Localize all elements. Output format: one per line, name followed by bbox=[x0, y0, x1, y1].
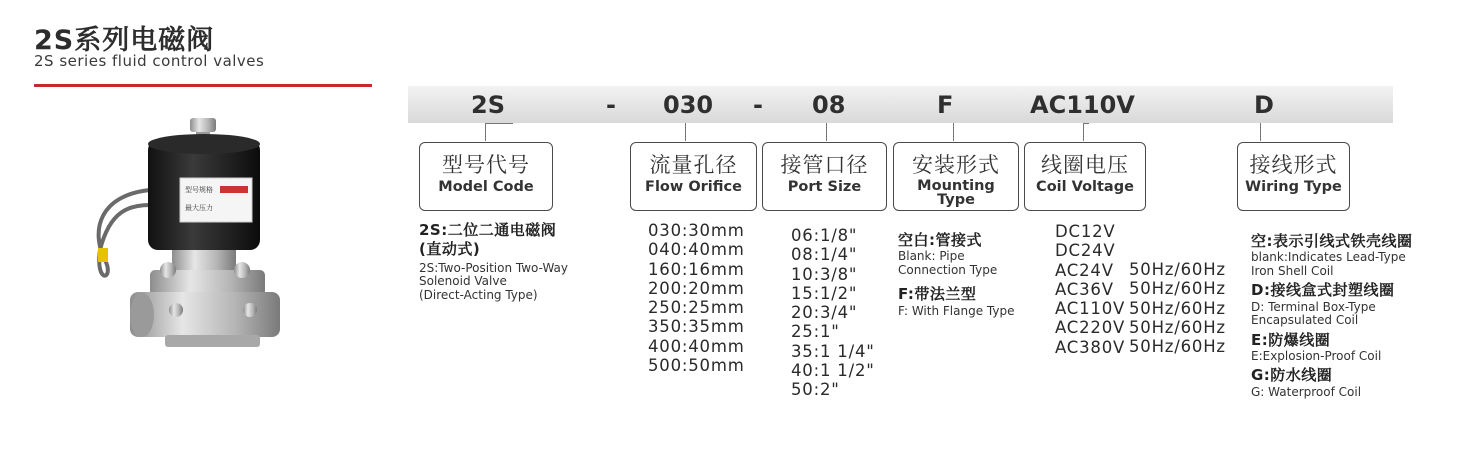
wiring-desc-zh: E:防爆线圈 bbox=[1251, 330, 1331, 349]
list-item: 50Hz/60Hz bbox=[1129, 279, 1226, 299]
connector-line bbox=[1083, 123, 1089, 124]
box-mounting-type bbox=[893, 142, 1019, 211]
wiring-desc-en: Encapsulated Coil bbox=[1251, 313, 1359, 328]
wiring-desc-en: E:Explosion-Proof Coil bbox=[1251, 348, 1382, 363]
box-title-zh: 型号代号 bbox=[442, 153, 530, 177]
list-item: 040:40mm bbox=[648, 240, 745, 260]
list-item: 35:1 1/4" bbox=[791, 341, 875, 361]
list-item: 15:1/2" bbox=[791, 283, 858, 303]
wiring-description bbox=[1251, 232, 1413, 399]
connector-line bbox=[826, 123, 827, 141]
code-mount: F bbox=[937, 91, 954, 119]
box-model-code bbox=[419, 142, 553, 211]
box-port-size bbox=[762, 142, 887, 211]
model-desc-en: (Direct-Acting Type) bbox=[419, 287, 538, 302]
mount-desc-en: Blank: Pipe bbox=[898, 249, 965, 264]
list-item: DC12V bbox=[1055, 222, 1116, 241]
code-voltage: AC110V bbox=[1030, 91, 1135, 119]
list-item: 06:1/8" bbox=[791, 226, 858, 245]
wiring-desc-zh: D:接线盒式封塑线圈 bbox=[1251, 281, 1395, 300]
mount-desc-en: Connection Type bbox=[898, 262, 998, 277]
box-title-en: Port Size bbox=[787, 179, 862, 195]
model-desc-en: Solenoid Valve bbox=[419, 274, 507, 289]
list-item: DC24V bbox=[1055, 241, 1116, 261]
box-title-en: Wiring Type bbox=[1245, 179, 1342, 195]
code-dash: - bbox=[753, 91, 763, 119]
model-desc-en: 2S:Two-Position Two-Way bbox=[419, 260, 569, 275]
list-item: 50Hz/60Hz bbox=[1129, 317, 1226, 337]
connector-line bbox=[1260, 123, 1261, 141]
list-item: 50Hz/60Hz bbox=[1129, 337, 1226, 357]
list-item: 08:1/4" bbox=[791, 245, 858, 265]
page-subtitle: 2S series fluid control valves bbox=[34, 52, 265, 70]
list-item: 160:16mm bbox=[648, 259, 745, 279]
connector-line bbox=[485, 123, 513, 124]
box-title-zh: 线圈电压 bbox=[1041, 153, 1129, 177]
list-item: 200:20mm bbox=[648, 278, 745, 298]
code-model: 2S bbox=[471, 91, 505, 119]
box-title-en: Model Code bbox=[438, 179, 534, 195]
model-code-bar bbox=[408, 86, 1393, 123]
model-desc-zh: 2S:二位二通电磁阀 bbox=[419, 221, 557, 239]
box-title-zh: 流量孔径 bbox=[649, 153, 738, 177]
mount-desc-zh: F:带法兰型 bbox=[898, 285, 977, 304]
code-port: 08 bbox=[812, 91, 846, 119]
wiring-desc-zh: G:防水线圈 bbox=[1251, 366, 1333, 385]
box-title-en: Type bbox=[937, 192, 975, 208]
box-title-en: Mounting bbox=[917, 178, 995, 194]
svg-text:型号规格: 型号规格 bbox=[185, 186, 213, 194]
connector-line bbox=[485, 123, 486, 141]
svg-text:最大压力: 最大压力 bbox=[185, 204, 213, 212]
wiring-desc-en: G: Waterproof Coil bbox=[1251, 384, 1362, 399]
list-item: 20:3/4" bbox=[791, 303, 858, 323]
connector-line bbox=[1083, 123, 1084, 141]
wiring-desc-zh: 空:表示引线式铁壳线圈 bbox=[1251, 232, 1413, 250]
port-size-list bbox=[791, 226, 875, 400]
list-item: 10:3/8" bbox=[791, 264, 858, 284]
title-underline bbox=[34, 84, 372, 87]
list-item: 50:2" bbox=[791, 380, 840, 400]
wire-tag bbox=[98, 248, 108, 262]
mount-desc-zh: 空白:管接式 bbox=[898, 231, 982, 249]
wiring-desc-en: Iron Shell Coil bbox=[1251, 263, 1334, 278]
wiring-desc-en: D: Terminal Box-Type bbox=[1251, 299, 1376, 314]
box-title-zh: 接线形式 bbox=[1249, 153, 1338, 177]
connector-line bbox=[685, 123, 686, 141]
list-item: AC110V bbox=[1055, 299, 1126, 319]
list-item: AC380V bbox=[1055, 337, 1126, 357]
list-item: 250:25mm bbox=[648, 298, 745, 318]
box-title-zh: 接管口径 bbox=[780, 153, 869, 177]
connector-line bbox=[953, 123, 954, 141]
page-title: 2S系列电磁阀 bbox=[34, 25, 215, 56]
list-item: 030:30mm bbox=[648, 221, 745, 240]
box-title-en: Coil Voltage bbox=[1036, 179, 1134, 195]
orifice-list bbox=[648, 221, 745, 375]
mount-desc-en: F: With Flange Type bbox=[898, 303, 1015, 318]
box-title-zh: 安装形式 bbox=[912, 153, 1000, 177]
list-item: 350:35mm bbox=[648, 317, 745, 337]
code-orifice: 030 bbox=[663, 91, 714, 119]
box-coil-voltage bbox=[1024, 142, 1146, 211]
list-item: AC220V bbox=[1055, 318, 1126, 338]
frequency-list bbox=[1129, 260, 1226, 356]
box-flow-orifice bbox=[630, 142, 757, 211]
model-desc-zh: (直动式) bbox=[419, 240, 481, 259]
list-item: 50Hz/60Hz bbox=[1129, 260, 1226, 279]
voltage-list bbox=[1055, 222, 1125, 357]
list-item: 500:50mm bbox=[648, 356, 745, 376]
wiring-desc-en: blank:Indicates Lead-Type bbox=[1251, 250, 1406, 265]
list-item: 50Hz/60Hz bbox=[1129, 298, 1226, 318]
box-title-en: Flow Orifice bbox=[645, 179, 742, 195]
code-dash: - bbox=[606, 91, 616, 119]
list-item: AC36V bbox=[1055, 279, 1114, 299]
code-wiring: D bbox=[1254, 91, 1274, 119]
list-item: 25:1" bbox=[791, 322, 840, 342]
list-item: AC24V bbox=[1055, 260, 1114, 280]
list-item: 40:1 1/2" bbox=[791, 361, 875, 381]
mounting-description bbox=[898, 231, 1014, 318]
box-wiring-type bbox=[1237, 142, 1350, 211]
list-item: 400:40mm bbox=[648, 336, 745, 356]
solenoid-valve-image bbox=[70, 110, 300, 360]
model-description bbox=[419, 221, 568, 302]
